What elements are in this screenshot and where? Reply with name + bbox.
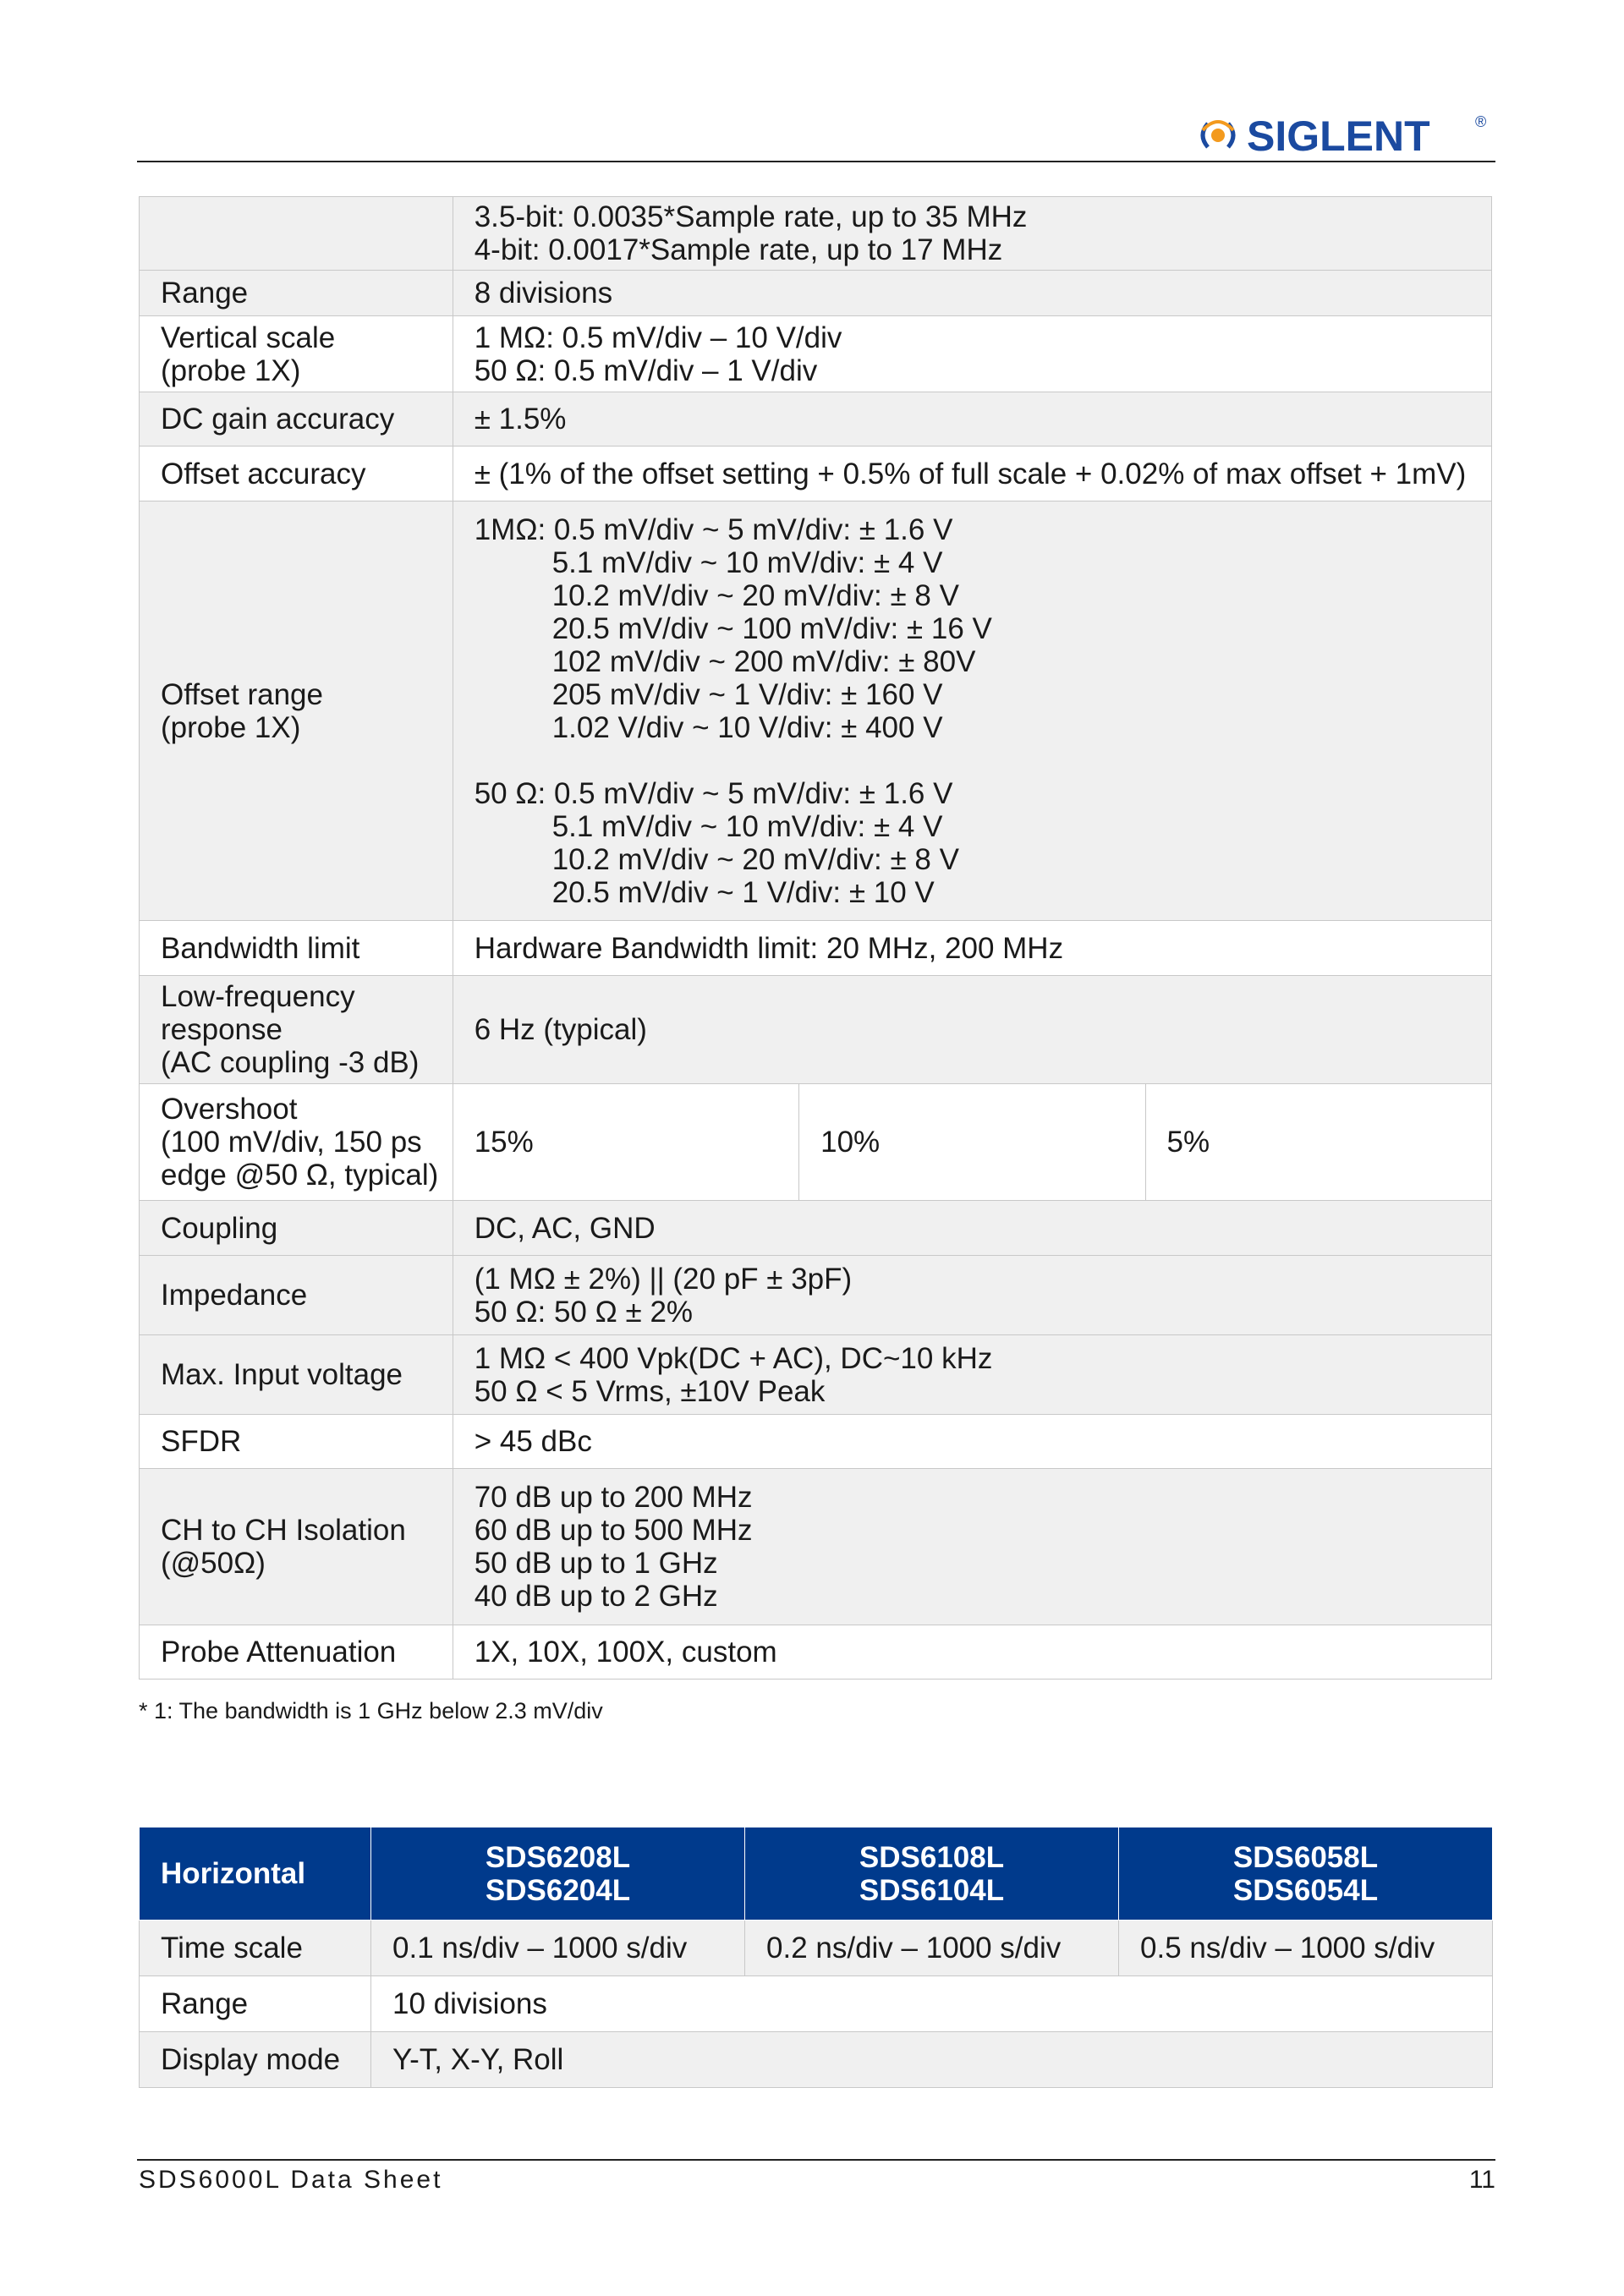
- table-row: [140, 392, 1492, 447]
- row-label: [140, 1084, 453, 1201]
- row-value: 10%: [799, 1084, 1145, 1201]
- row-label: Display mode: [140, 2032, 371, 2088]
- row-label: Bandwidth limit: [140, 921, 453, 976]
- table-row: [140, 447, 1492, 501]
- table-row: [140, 921, 1492, 976]
- row-value: > 45 dBc: [453, 1415, 1491, 1469]
- row-label: Probe Attenuation: [140, 1625, 453, 1680]
- row-value: 6 Hz (typical): [453, 976, 1491, 1084]
- vertical-spec-table: [139, 196, 1492, 1680]
- value-line: 1 MΩ < 400 Vpk(DC + AC), DC~10 kHz: [474, 1341, 993, 1375]
- table-row: [140, 501, 1492, 921]
- row-label: DC gain accuracy: [140, 392, 453, 447]
- page-number: 11: [1468, 2166, 1495, 2194]
- row-label: Time scale: [140, 1921, 371, 1976]
- value-line: 20.5 mV/div ~ 1 V/div: ± 10 V: [551, 875, 935, 909]
- value-line: 50 Ω: 0.5 mV/div – 1 V/div: [474, 353, 818, 387]
- value-line: 70 dB up to 200 MHz: [474, 1481, 753, 1514]
- row-label: Range: [140, 1976, 371, 2032]
- table-row: [140, 1921, 1493, 1976]
- table-row: [140, 271, 1492, 316]
- model-name: SDS6204L: [485, 1873, 631, 1907]
- table-row: [140, 1625, 1492, 1680]
- table-header-row: [140, 1827, 1493, 1921]
- row-value: 8 divisions: [453, 271, 1491, 316]
- registered-mark: ®: [1475, 113, 1487, 130]
- row-value: [453, 1335, 1491, 1415]
- row-value: 0.2 ns/div – 1000 s/div: [745, 1921, 1119, 1976]
- footer-rule: [137, 2159, 1495, 2161]
- model-name: SDS6104L: [859, 1873, 1005, 1907]
- row-label: [140, 976, 453, 1084]
- row-label: Coupling: [140, 1201, 453, 1256]
- table-row: [140, 2032, 1493, 2088]
- value-line: 10.2 mV/div ~ 20 mV/div: ± 8 V: [551, 578, 959, 612]
- header-rule: [137, 161, 1495, 162]
- row-value: 1X, 10X, 100X, custom: [453, 1625, 1491, 1680]
- value-line: 102 mV/div ~ 200 mV/div: ± 80V: [551, 644, 976, 678]
- table-row: [140, 316, 1492, 392]
- label-line: Low-frequency: [161, 980, 355, 1013]
- value-line: 5.1 mV/div ~ 10 mV/div: ± 4 V: [551, 809, 943, 843]
- row-value: [453, 1469, 1491, 1625]
- row-label: [140, 197, 453, 271]
- header-model-col-2: [745, 1827, 1119, 1921]
- row-value: ± 1.5%: [453, 392, 1491, 447]
- table-row: [140, 976, 1492, 1084]
- value-line: 50 Ω < 5 Vrms, ±10V Peak: [474, 1374, 826, 1408]
- row-label: [140, 501, 453, 921]
- row-value: [453, 197, 1491, 271]
- table-row: [140, 1084, 1492, 1201]
- label-line: (@50Ω): [161, 1547, 266, 1580]
- label-line: (probe 1X): [161, 710, 301, 744]
- label-line: Vertical scale: [161, 321, 336, 354]
- row-value: 0.5 ns/div – 1000 s/div: [1119, 1921, 1493, 1976]
- label-line: response: [161, 1013, 283, 1046]
- value-line: 3.5-bit: 0.0035*Sample rate, up to 35 MHz: [474, 200, 1028, 233]
- value-line: 50 dB up to 1 GHz: [474, 1547, 718, 1580]
- label-line: Offset range: [161, 677, 323, 711]
- horizontal-spec-table: [139, 1827, 1493, 2088]
- row-label: SFDR: [140, 1415, 453, 1469]
- header-model-col-1: [371, 1827, 745, 1921]
- brand-name: SIGLENT: [1247, 112, 1430, 160]
- row-value: Hardware Bandwidth limit: 20 MHz, 200 MHz: [453, 921, 1491, 976]
- row-label: [140, 1469, 453, 1625]
- spacer: [475, 744, 1491, 777]
- row-label: Impedance: [140, 1256, 453, 1335]
- model-name: SDS6208L: [485, 1840, 631, 1874]
- label-line: (100 mV/div, 150 ps: [161, 1126, 422, 1159]
- row-value: [453, 316, 1491, 392]
- label-line: CH to CH Isolation: [161, 1514, 406, 1547]
- table-row: [140, 197, 1492, 271]
- label-line: Overshoot: [161, 1093, 298, 1126]
- row-label: Offset accuracy: [140, 447, 453, 501]
- value-line: 1.02 V/div ~ 10 V/div: ± 400 V: [551, 710, 943, 744]
- header-title: Horizontal: [140, 1827, 371, 1921]
- value-line: 1MΩ: 0.5 mV/div ~ 5 mV/div: ± 1.6 V: [474, 512, 953, 546]
- siglent-logo: [1193, 105, 1497, 166]
- label-line: (AC coupling -3 dB): [161, 1046, 420, 1079]
- table-row: [140, 1976, 1493, 2032]
- table-row: [140, 1469, 1492, 1625]
- model-name: SDS6058L: [1232, 1840, 1379, 1874]
- table-row: [140, 1201, 1492, 1256]
- row-label: Max. Input voltage: [140, 1335, 453, 1415]
- row-label: Range: [140, 271, 453, 316]
- value-line: 205 mV/div ~ 1 V/div: ± 160 V: [551, 677, 943, 711]
- footer-doc-title: SDS6000L Data Sheet: [139, 2166, 443, 2194]
- value-line: 50 Ω: 50 Ω ± 2%: [474, 1295, 694, 1329]
- table-row: [140, 1335, 1492, 1415]
- label-line: (probe 1X): [161, 353, 301, 387]
- table-row: [140, 1256, 1492, 1335]
- model-name: SDS6054L: [1232, 1873, 1379, 1907]
- row-value: DC, AC, GND: [453, 1201, 1491, 1256]
- label-line: edge @50 Ω, typical): [161, 1159, 439, 1192]
- value-line: 10.2 mV/div ~ 20 mV/div: ± 8 V: [551, 842, 959, 876]
- row-label: [140, 316, 453, 392]
- value-line: 4-bit: 0.0017*Sample rate, up to 17 MHz: [474, 233, 1003, 266]
- value-line: 60 dB up to 500 MHz: [474, 1514, 753, 1547]
- row-value: 0.1 ns/div – 1000 s/div: [371, 1921, 745, 1976]
- row-value: [453, 501, 1491, 921]
- row-value: ± (1% of the offset setting + 0.5% of full scale + 0.02% of max offset + 1mV): [453, 447, 1491, 501]
- row-value: 10 divisions: [371, 1976, 1493, 2032]
- value-line: 40 dB up to 2 GHz: [474, 1580, 718, 1613]
- row-value: [453, 1256, 1491, 1335]
- row-value: 5%: [1145, 1084, 1491, 1201]
- siglent-swirl-icon: [1203, 122, 1233, 147]
- row-value: 15%: [453, 1084, 798, 1201]
- value-line: 5.1 mV/div ~ 10 mV/div: ± 4 V: [551, 545, 943, 579]
- header-model-col-3: [1119, 1827, 1493, 1921]
- value-line: 1 MΩ: 0.5 mV/div – 10 V/div: [474, 321, 842, 354]
- model-name: SDS6108L: [859, 1840, 1005, 1874]
- value-line: 20.5 mV/div ~ 100 mV/div: ± 16 V: [551, 611, 992, 645]
- value-line: 50 Ω: 0.5 mV/div ~ 5 mV/div: ± 1.6 V: [474, 776, 953, 810]
- table-row: [140, 1415, 1492, 1469]
- row-value: Y-T, X-Y, Roll: [371, 2032, 1493, 2088]
- value-line: (1 MΩ ± 2%) || (20 pF ± 3pF): [474, 1262, 853, 1296]
- footnote: * 1: The bandwidth is 1 GHz below 2.3 mV/div: [139, 1698, 603, 1723]
